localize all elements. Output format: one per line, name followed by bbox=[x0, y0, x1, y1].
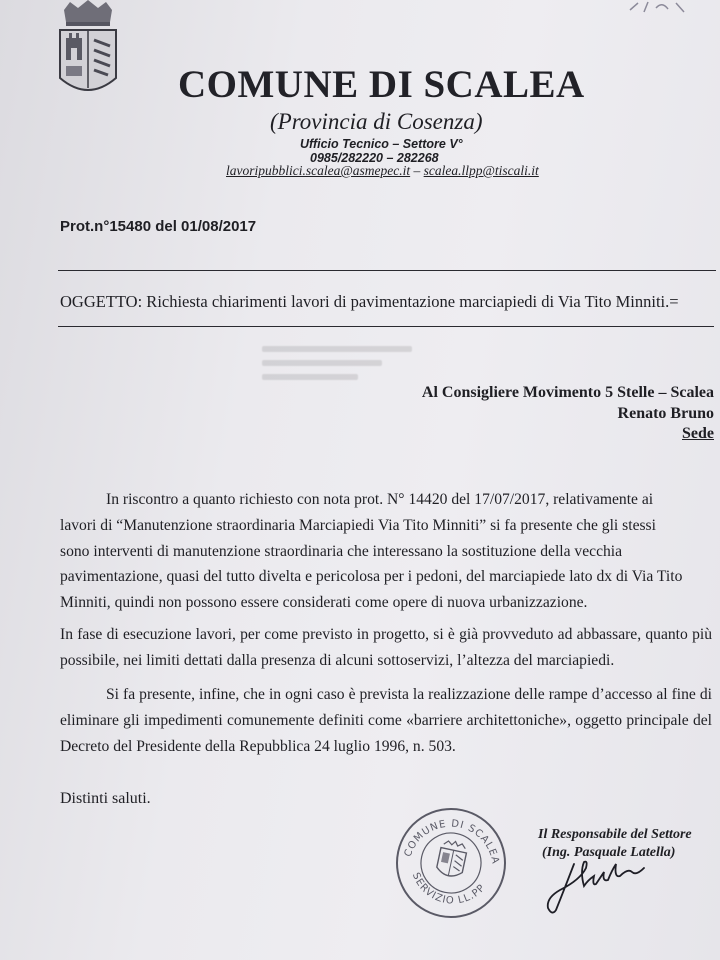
recipient-name: Renato Bruno bbox=[617, 405, 714, 422]
divider-top bbox=[58, 270, 716, 271]
handwritten-signature-icon bbox=[540, 850, 660, 920]
email-line bbox=[226, 163, 539, 179]
corner-handwriting-mark bbox=[626, 0, 696, 16]
body-paragraph-1 bbox=[60, 487, 712, 616]
recipient-location: Sede bbox=[682, 425, 714, 442]
body-line: sono interventi di manutenzione straordinaria che interessano la sostituzione della vecchia bbox=[60, 542, 623, 560]
protocol-number: Prot.n°15480 del 01/08/2017 bbox=[60, 218, 257, 235]
body-line: pavimentazione, quasi del tutto divelta e pericolosa per i pedoni, del marciapiede lato dx di Via Tito bbox=[60, 568, 683, 586]
email-pec-link[interactable]: lavoripubblici.scalea@asmepec.it bbox=[226, 163, 411, 178]
stamp-top-text: COMUNE DI SCALEA bbox=[402, 818, 501, 866]
stamp-bottom-text: SERVIZIO LL.PP. bbox=[409, 871, 487, 907]
municipal-crest-icon bbox=[52, 0, 124, 106]
divider-bottom bbox=[58, 326, 714, 327]
closing-salutation: Distinti saluti. bbox=[60, 790, 151, 807]
province-subtitle: (Provincia di Cosenza) bbox=[270, 109, 483, 134]
signatory-name: (Ing. Pasquale Latella) bbox=[542, 845, 676, 860]
office-name: Ufficio Tecnico – Settore V° bbox=[300, 137, 463, 151]
body-paragraph-2: In fase di esecuzione lavori, per come previsto in progetto, si è già provveduto ad abbassare, quanto più possibile, nei limiti dettati dalla presenza di alcuni sottoservizi, l’altezza del marciapiedi. bbox=[60, 626, 712, 669]
body-paragraph-3: Si fa presente, infine, che in ogni caso è prevista la realizzazione delle rampe d’accesso al fine di eliminare gli impedimenti comunemente definiti come «barriere architettoniche», oggetto principale del Decreto del Presidente della Repubblica 24 luglio 1996, n. 503. bbox=[60, 686, 712, 755]
show-through-text bbox=[262, 346, 422, 382]
signatory-role: Il Responsabile del Settore bbox=[538, 827, 692, 842]
recipient-title: Al Consigliere Movimento 5 Stelle – Scalea bbox=[421, 384, 714, 401]
email-secondary-link[interactable]: scalea.llpp@tiscali.it bbox=[423, 163, 539, 178]
body-line: lavori di “Manutenzione straordinaria Marciapiedi Via Tito Minniti” si fa presente che gli stessi bbox=[60, 516, 656, 534]
office-phone: 0985/282220 – 282268 bbox=[310, 151, 439, 165]
subject-line: OGGETTO: Richiesta chiarimenti lavori di pavimentazione marciapiedi di Via Tito Minniti.= bbox=[60, 292, 679, 311]
body-line: Minniti, quindi non possono essere considerati come opere di nuova urbanizzazione. bbox=[60, 594, 588, 612]
body-line: In riscontro a quanto richiesto con nota prot. N° 14420 del 17/07/2017, relativamente ai bbox=[106, 491, 654, 508]
official-stamp-icon bbox=[392, 804, 510, 922]
email-separator: – bbox=[410, 163, 424, 178]
svg-text:COMUNE DI SCALEA (CS) bbox=[392, 804, 510, 877]
municipality-title: COMUNE DI SCALEA bbox=[178, 63, 585, 106]
